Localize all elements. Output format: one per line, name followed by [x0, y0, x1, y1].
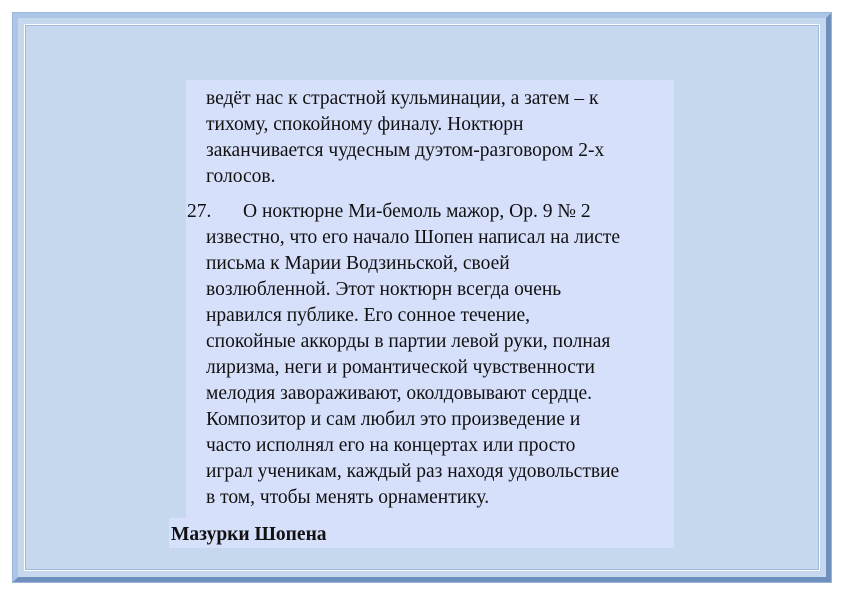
text-box-gutter: [169, 80, 186, 518]
list-item-text: О ноктюрне Ми-бемоль мажор, Ор. 9 № 2 известно, что его начало Шопен написал на листе письма к Марии Водзиньской, своей возлюбленной. Этот ноктюрн всегда очень нравился публике. Его сонное течение, спокойные аккорды в партии левой руки, полная лиризма, неги и романтической чувственности мелодия завораживают, околдовывают сердце. Композитор и сам любил это произведение и часто исполнял его на концертах или просто играл ученикам, каждый раз находя удовольствие в том, чтобы менять орнаментику.: [206, 201, 621, 508]
section-heading: Мазурки Шопена: [171, 524, 327, 545]
text-box: [169, 80, 674, 548]
paragraph-continued: ведёт нас к страстной кульминации, а затем – к тихому, спокойному финалу. Ноктюрн заканчивается чудесным дуэтом-разговором 2-х голосов.: [206, 88, 605, 187]
list-item-number: 27.: [187, 201, 212, 222]
